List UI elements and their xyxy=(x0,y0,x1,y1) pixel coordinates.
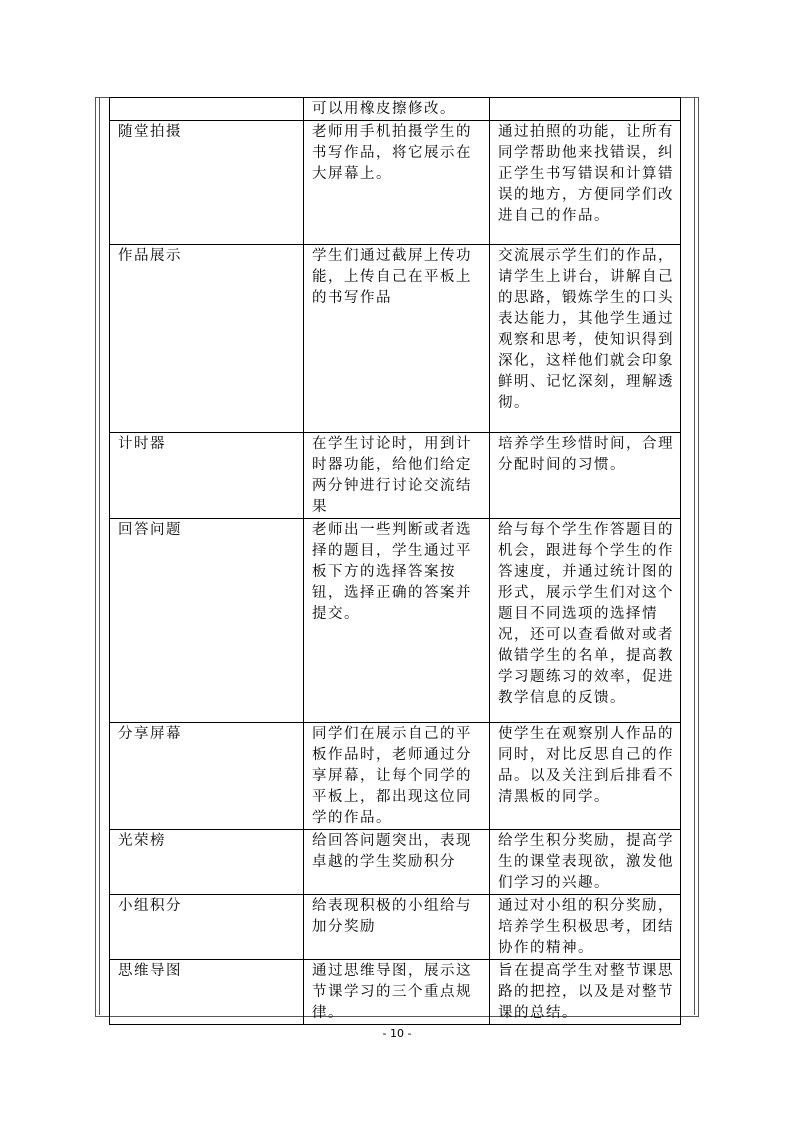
table-row xyxy=(110,960,681,1025)
page-number: - 10 - xyxy=(382,1027,412,1040)
purpose-cell: 交流展示学生们的作品，请学生上讲台，讲解自己的思路，锻炼学生的口头表达能力，其他学生通过观察和思考，使知识得到深化，这样他们就会印象鲜明、记忆深刻，理解透彻。 xyxy=(490,245,681,433)
tool-cell xyxy=(110,98,304,121)
usage-cell: 在学生讨论时，用到计时器功能，给他们给定两分钟进行讨论交流结果 xyxy=(304,433,490,519)
tool-cell: 思维导图 xyxy=(110,960,304,1025)
purpose-cell: 通过对小组的积分奖励，培养学生积极思考，团结协作的精神。 xyxy=(490,895,681,960)
purpose-cell: 给与每个学生作答题目的机会，跟进每个学生的作答速度，并通过统计图的形式，展示学生们对这个题目不同选项的选择情况，还可以查看做对或者做错学生的名单，提高教学习题练习的效率，促进教学信息的反馈。 xyxy=(490,519,681,723)
usage-cell: 老师出一些判断或者选择的题目，学生通过平板下方的选择答案按钮，选择正确的答案并提交。 xyxy=(304,519,490,723)
purpose-cell: 通过拍照的功能，让所有同学帮助他来找错误，纠正学生书写错误和计算错误的地方，方便同学们改进自己的作品。 xyxy=(490,121,681,245)
tool-cell: 小组积分 xyxy=(110,895,304,960)
purpose-cell: 给学生积分奖励，提高学生的课堂表现欲，激发他们学习的兴趣。 xyxy=(490,830,681,895)
usage-cell: 老师用手机拍摄学生的书写作品，将它展示在大屏幕上。 xyxy=(304,121,490,245)
purpose-cell: 使学生在观察别人作品的同时，对比反思自己的作品。以及关注到后排看不清黑板的同学。 xyxy=(490,723,681,830)
table-row xyxy=(110,723,681,830)
usage-cell: 给回答问题突出，表现卓越的学生奖励积分 xyxy=(304,830,490,895)
usage-cell: 同学们在展示自己的平板作品时，老师通过分享屏幕，让每个同学的平板上，都出现这位同学的作品。 xyxy=(304,723,490,830)
tool-cell: 分享屏幕 xyxy=(110,723,304,830)
usage-cell: 学生们通过截屏上传功能，上传自己在平板上的书写作品 xyxy=(304,245,490,433)
tool-cell: 计时器 xyxy=(110,433,304,519)
usage-cell: 给表现积极的小组给与加分奖励 xyxy=(304,895,490,960)
table-row xyxy=(110,98,681,121)
tool-cell: 回答问题 xyxy=(110,519,304,723)
tool-cell: 作品展示 xyxy=(110,245,304,433)
purpose-cell: 旨在提高学生对整节课思路的把控，以及是对整节课的总结。 xyxy=(490,960,681,1025)
table-row xyxy=(110,433,681,519)
table-row xyxy=(110,895,681,960)
table-row xyxy=(110,519,681,723)
table-row xyxy=(110,245,681,433)
feature-table xyxy=(109,97,681,1025)
table-row xyxy=(110,121,681,245)
usage-cell: 可以用橡皮擦修改。 xyxy=(304,98,490,121)
tool-cell: 随堂拍摄 xyxy=(110,121,304,245)
purpose-cell: 培养学生珍惜时间，合理分配时间的习惯。 xyxy=(490,433,681,519)
tool-cell: 光荣榜 xyxy=(110,830,304,895)
purpose-cell xyxy=(490,98,681,121)
usage-cell: 通过思维导图，展示这节课学习的三个重点规律。 xyxy=(304,960,490,1025)
table-row xyxy=(110,830,681,895)
